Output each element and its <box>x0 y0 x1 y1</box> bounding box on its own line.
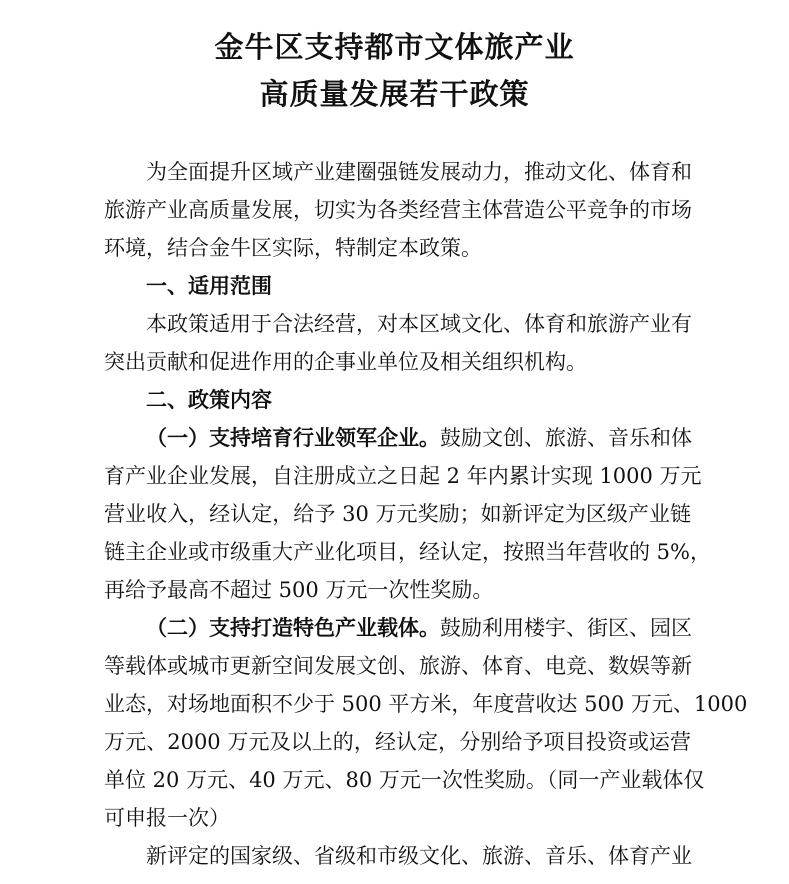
item-2-line-6: 可申报一次） <box>104 806 230 830</box>
intro-line-1: 为全面提升区域产业建圈强链发展动力，推动文化、体育和 <box>146 160 692 184</box>
item-2-line-1 <box>146 615 691 641</box>
section-2-heading: 二、政策内容 <box>146 388 272 412</box>
section-1-line-1: 本政策适用于合法经营，对本区域文化、体育和旅游产业有 <box>146 312 692 336</box>
item-2-line-4: 万元、2000 万元及以上的，经认定，分别给予项目投资或运营 <box>104 730 691 754</box>
item-2-line-3: 业态，对场地面积不少于 500 平方米，年度营收达 500 万元、1000 <box>104 692 748 716</box>
item-1-line-4: 链主企业或市级重大产业化项目，经认定，按照当年营收的 5%， <box>104 540 711 564</box>
item-1-line-2: 育产业企业发展，自注册成立之日起 2 年内累计实现 1000 万元 <box>104 464 702 488</box>
item-1-line-1-text: 鼓励文创、旅游、音乐和体 <box>440 426 692 450</box>
item-1-line-1 <box>146 425 691 451</box>
item-2-line-2: 等载体或城市更新空间发展文创、旅游、体育、电竞、数娱等新 <box>104 654 692 678</box>
item-2-lead: （二）支持打造特色产业载体。 <box>146 616 440 640</box>
item-1-lead: （一）支持培育行业领军企业。 <box>146 426 440 450</box>
item-3-line-1: 新评定的国家级、省级和市级文化、旅游、音乐、体育产业 <box>146 844 692 868</box>
intro-line-2: 旅游产业高质量发展，切实为各类经营主体营造公平竞争的市场 <box>104 198 692 222</box>
item-2-line-5: 单位 20 万元、40 万元、80 万元一次性奖励。（同一产业载体仅 <box>104 768 705 792</box>
item-1-line-5: 再给予最高不超过 500 万元一次性奖励。 <box>104 578 494 602</box>
page-title-line-1: 金牛区支持都市文体旅产业 <box>214 30 575 64</box>
intro-line-3: 环境，结合金牛区实际，特制定本政策。 <box>104 236 482 260</box>
section-1-line-2: 突出贡献和促进作用的企事业单位及相关组织机构。 <box>104 350 587 374</box>
page-title-line-2: 高质量发展若干政策 <box>259 77 530 111</box>
item-1-line-3: 营业收入，经认定，给予 30 万元奖励；如新评定为区级产业链 <box>104 502 691 526</box>
item-2-line-1-text: 鼓励利用楼宇、街区、园区 <box>440 616 692 640</box>
section-1-heading: 一、适用范围 <box>146 274 272 298</box>
